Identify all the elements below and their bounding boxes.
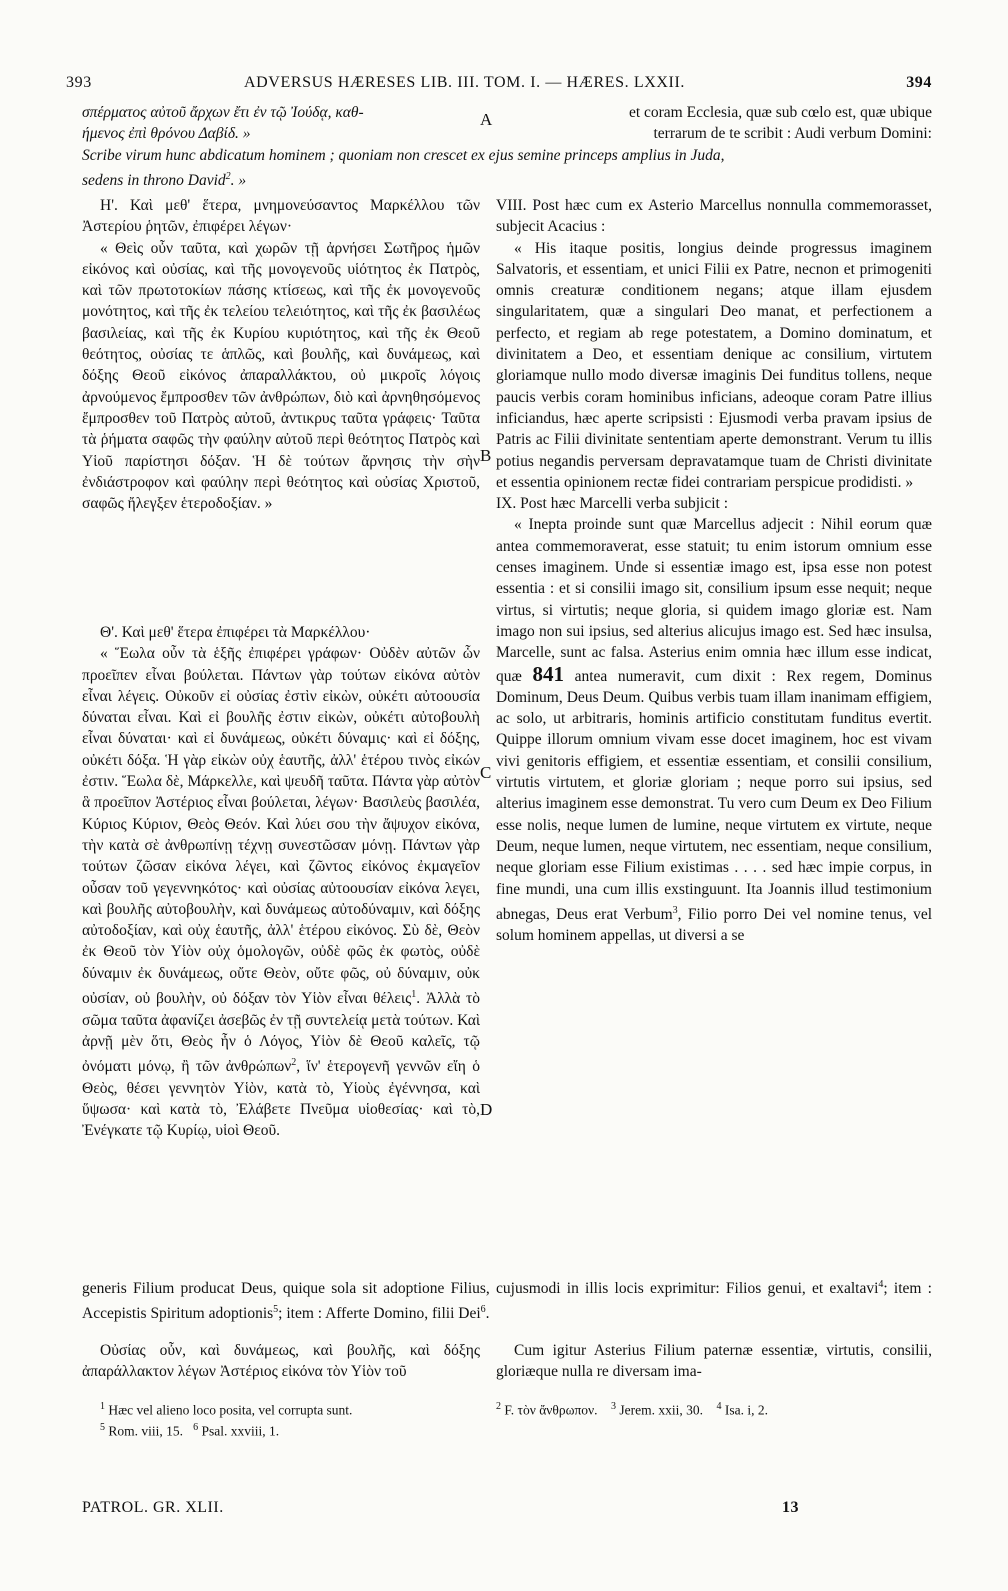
- latin-text: .: [485, 1305, 490, 1323]
- latin-text: ; item : Accepistis Spiritum adoptionis: [82, 1280, 932, 1323]
- footnote-text: Rom. viii, 15.: [108, 1423, 184, 1438]
- greek-text: . Ἀλλὰ τὸ σῶμα ταῦτα ἀφανίζει ἀσεβῶς ἐν τῇ συντελείᾳ μετὰ τούτων. Καὶ ἀρνῇ μὲν ὅτι, Θεὸς ἦν ὁ Λόγος, Υἱὸν δὲ Θεοῦ καλεῖς, τῷ ὀνόματι μόνῳ, ἢ τῶν ἀνθρώπων: [82, 990, 480, 1076]
- greek-tail: [82, 1340, 480, 1383]
- latin-text: antea numeravit, cum dixit : Rex regem, Dominus Dominum, Deus Deum. Quibus verbis tuam illam inanimam effigiem, ac solo, ut arbitraris, hominis artificio constitutam funditus evertit. Quippe illorum omnium vivam esse docet imaginem, hoc est vivam vivi genitoris effigiem, et essentiæ essentiam, et consilii consilium, virtutis virtutem, et gloriæ gloriam ; neque porro sui ipsius, sed alterius imaginem esse demonstrat. Tu vero cum Deum ex Deo Filium esse nolis, neque lumen de lumine, neque virtutem ex virtute, neque Deum, neque lumen, neque virtutem, nec essentiam, neque consilium, neque gloriam esse Filium existimas . . . . sed hæc impie corpus, in fine mundi, una cum illis exstinguunt. Ita Joannis illud testimonium abnegas, Deus erat Verbum: [496, 667, 933, 923]
- latin-tail-paragraph: Cum igitur Asterius Filium paternæ essentiæ, virtutis, consilii, gloriæque nulla re diversam ima-: [496, 1342, 932, 1381]
- greek-column-lower: [82, 622, 480, 1141]
- running-title: ADVERSUS HÆRESES LIB. III. TOM. I. — HÆRES. LXXII.: [244, 74, 685, 91]
- margin-marker-c: C: [480, 763, 492, 782]
- latin-line: terrarum de te scribit : Audi verbum Domini:: [653, 125, 932, 143]
- latin-paragraph-viii: VIII. Post hæc cum ex Asterio Marcellus nonnulla commemorasset, subjecit Acacius :: [496, 197, 932, 236]
- footnote-text: Psal. xxviii, 1.: [201, 1423, 280, 1438]
- greek-paragraph-viii-quote: « Θεὶς οὖν ταῦτα, καὶ χωρῶν τῇ ἀρνήσει Σωτῆρος ἡμῶν εἰκόνος καὶ οὐσίας, καὶ τῆς μονογενοῦς υἱότητος ἐκ Πατρὸς, καὶ τῶν πρωτοτοκίων πάσης κτίσεως, καὶ τῆς ἐκ μονογενοῦς μονότητος, καὶ τῆς ἐκ τελείου τελειότητος, καὶ τῆς ἐκ βασιλέως βασιλείας, καὶ τῆς ἐκ Κυρίου κυριότητος, καὶ τῆς ἐκ Θεοῦ θεότητος, οὐσίας τε ἁπλῶς, καὶ βουλῆς, καὶ δυνάμεως, καὶ δόξης Θεοῦ εἰκόνος ἀπαραλλάκτου, οὐ μικροῖς λόγοις ἀρνούμενος ἔμπροσθεν τῶν ἀνθρώπων, διὸ καὶ ἀρνηθησόμενος ἔμπροσθεν τοῦ Πατρὸς αὐτοῦ, ἀντικρυς ταῦτα γράφεις· Ταῦτα τὰ ῥήματα σαφῶς τὴν φαύλην αὐτοῦ περὶ θεότητος Πατρὸς καὶ Υἱοῦ παρίστησι δόξαν. Ἡ δὲ τούτων ἄρνησις τὴν σὴν ἐνδιάστροφον καὶ φαύλην περὶ θεότητος καὶ οὐσίας Χριστοῦ, σαφῶς ἤλεγξεν ἑτεροδοξίαν. »: [82, 239, 480, 513]
- column-number: 841: [532, 661, 564, 686]
- greek-paragraph-viii: Η'. Καὶ μεθ' ἕτερα, μνημονεύσαντος Μαρκέλλου τῶν Ἀστερίου ῥητῶν, ἐπιφέρει λέγων·: [82, 197, 480, 236]
- latin-text: « Inepta proinde sunt quæ Marcellus adjecit : Nihil eorum quæ antea commemoraverat, esse statuit; tu enim istorum omnium esse censes imaginem. Unde si essentiæ imago est, ipsa esse non potest essentia : et si consilii imago sit, consilium ipsum esse nequit; neque virtus, si virtutis; neque gloria, si quidem imago gloriæ est. Nam imago non sui ipsius, sed alterius alicujus imago est. Sed hæc insulsa, Marcelle, sunt ac falsa. Asterius enim omnia hæc illum esse indicat, quæ: [496, 516, 932, 685]
- greek-paragraph-ix-quote: [82, 643, 480, 1141]
- top-latin-fragment: [496, 102, 932, 145]
- footnote-text: F. τὸν ἄνθρωπον.: [504, 1402, 598, 1418]
- quote-line: Scribe virum hunc abdicatum hominem ; quoniam non crescet ex ejus semine princeps amplius in Juda,: [82, 147, 725, 164]
- footnote-ref: 2: [225, 171, 231, 182]
- footnote-ref: 2: [291, 1057, 297, 1069]
- margin-marker-d: D: [480, 1100, 493, 1119]
- greek-tail-paragraph: Οὐσίας οὖν, καὶ δυνάμεως, καὶ βουλῆς, καὶ δόξης ἀπαράλλακτον λέγων Ἀστέριος εἰκόνα τὸν Υἱὸν τοῦ: [82, 1342, 480, 1381]
- footnote-ref: 3: [672, 904, 678, 916]
- footnotes-right: [496, 1398, 932, 1419]
- quote-line: [82, 166, 932, 191]
- footnote-number: 2: [496, 1401, 501, 1412]
- footnote: [100, 1398, 490, 1419]
- latin-paragraph-viii-quote: « His itaque positis, longius deinde progressus imaginem Salvatoris, et essentiam, et unici Filii ex Patre, necnon et primogeniti omnis creaturæ conditionem negans; atque illam ejusdem singularitatem, quæ a singulari Deo manat, et perfectionem a perfecto, et regiam ab rege potestatem, a Domino dominatum, et divinitatem a Deo, et essentiam denique ac consilium, virtutem gloriamque nullo modo diversæ imaginis Dei funditus tollens, neque paucis verbis coram hominibus inficians, adeoque coram Patre illius inficiandus, hæc aperte scripsisti : Ejusmodi verba pravam ipsius de Patris ac Filii divinitate sententiam aperte demonstrant. Verum tu illis potius negandis perversam depravatamque tuam de Christi divinitate et essentia opinionem rectæ fidei contrariam perspicue prodidisti. »: [496, 239, 932, 491]
- footnote-ref: 6: [480, 1304, 486, 1316]
- greek-text: , ἵν' ἑτερογενῆ γεννῶν εἴη ὁ Θεὸς, θέσει γεννητὸν Υἱὸν, κατὰ τὸ, Υἱοὺς ἐγέννησα, καὶ ὕψωσα· καὶ κατὰ τὸ, Ἐλάβετε Πνεῦμα υἱοθεσίας· καὶ τὸ, Ἐνέγκατε τῷ Κυρίῳ, υἱοὶ Θεοῦ.: [82, 1058, 480, 1140]
- page-number-left: 393: [66, 74, 92, 91]
- page-number-right: 394: [906, 74, 932, 91]
- full-width-quote: [82, 145, 932, 191]
- footnote-text: Jerem. xxii, 30.: [619, 1402, 704, 1418]
- latin-paragraph-ix: IX. Post hæc Marcelli verba subjicit :: [496, 495, 729, 513]
- greek-line: ήμενος ἐπὶ θρόνου Δαβίδ. »: [82, 125, 251, 143]
- footnote-ref: 1: [411, 989, 417, 1001]
- latin-line: et coram Ecclesia, quæ sub cœlo est, quæ ubique: [628, 104, 932, 121]
- latin-tail: [496, 1340, 932, 1383]
- footnote-ref: 4: [878, 1279, 884, 1290]
- series-title: PATROL. GR. XLII.: [82, 1499, 224, 1516]
- footnote-number: 5: [100, 1421, 105, 1433]
- latin-text: ; item : Afferte Domino, filii Dei: [278, 1305, 481, 1323]
- latin-text: , Filio porro Dei vel nomine tenus, vel solum hominem appellas, ut diversi a se: [496, 905, 933, 945]
- latin-text: generis Filium producat Deus, quique sola sit adoptione Filius, cujusmodi in illis locis exprimitur: Filios genui, et exaltavi: [82, 1280, 879, 1298]
- footnote-number: 4: [716, 1401, 722, 1412]
- footnote-number: 3: [611, 1401, 617, 1412]
- running-header: [66, 74, 932, 100]
- footnote-ref: 5: [273, 1304, 279, 1316]
- footnotes-left: [100, 1398, 490, 1439]
- latin-paragraph-ix-quote: [496, 514, 932, 946]
- quote-text: sedens in throno David: [82, 172, 226, 190]
- quote-end: . »: [230, 172, 247, 190]
- margin-marker-b: B: [480, 446, 492, 465]
- greek-column-upper: [82, 195, 480, 514]
- greek-text: « Ἕωλα οὖν τὰ ἑξῆς ἐπιφέρει γράφων· Οὐδὲν αὐτῶν ὧν προεῖπεν εἶναι βούλεται. Πάντων γὰρ τούτων εἰκόνα αὐτὸν εἶναι λέγεις. Οὐκοῦν εἰ οὐσίας ἐστὶν εἰκὼν, οὐκέτι αὐτοουσία δύναται εἶναι. Καὶ εἰ βουλῆς ἐστιν εἰκὼν, οὐκέτι αὐτοβουλὴ εἶναι δύναται· καὶ εἰ δυνάμεως, οὐκέτι δύναμις· καὶ εἰ δόξης, οὐκέτι δόξα. Ἡ γὰρ εἰκὼν οὐχ ἑαυτῆς, ἀλλ' ἑτέρου τινὸς εἰκών ἐστιν. Ἕωλα δὲ, Μάρκελλε, καὶ ψευδῆ ταῦτα. Πάντα γὰρ αὐτὸν ἃ προεῖπον Ἀστέριος εἶναι βούλεται, λέγων· Βασιλεὺς βασιλέα, Κύριος Κύριον, Θεὸς Θεόν. Καὶ λύει σου τὴν ἄψυχον εἰκόνα, τὴν κατὰ σὲ ἀνθρωπίνῃ τέχνῃ συνεστῶσαν μόνῃ. Πάντων γὰρ τούτων ζῶσαν εἰκόνα λέγει, καὶ ζῶντος εἰκόνος ἐκμαγεῖον οὖσαν τοῦ γεγεννηκότος· καὶ οὐσίας αὐτοουσίαν εἰκόνα λεγει, καὶ βουλῆς αὐτοβουλὴν, καὶ δυνάμεως αὐτοδύναμιν, καὶ δόξης αὐτοδοξίαν, καὶ οὐχ ἑαυτῆς, ἀλλ' ἑτέρου εἰκόνος. Σὺ δὲ, Θεὸν ἐκ Θεοῦ τὸν Υἱὸν οὐχ ὁμολογῶν, οὐδὲ φῶς ἐκ φωτὸς, οὐδὲ δύναμιν ἐκ δυνάμεως, οὔτε Θεὸν, οὔτε φῶς, οὐ δύναμιν, οὐκ οὐσίαν, οὐ βουλὴν, οὐ δόξαν τὸν Υἱὸν εἶναι θέλεις: [82, 645, 480, 1008]
- top-greek-fragment: [82, 102, 480, 145]
- greek-paragraph-ix: Θ'. Καὶ μεθ' ἕτερα ἐπιφέρει τὰ Μαρκέλλου·: [100, 624, 371, 641]
- latin-column: [496, 195, 932, 947]
- greek-line: σπέρματος αὐτοῦ ἄρχων ἔτι ἐν τῷ Ἰούδᾳ, καθ-: [82, 104, 364, 121]
- footnote: [100, 1419, 490, 1440]
- footnote-text: Isa. i, 2.: [724, 1402, 769, 1418]
- full-width-continuation: [82, 1274, 932, 1324]
- footnote-text: Hæc vel alieno loco posita, vel corrupta sunt.: [108, 1402, 353, 1418]
- signature-mark: 13: [782, 1499, 799, 1516]
- margin-marker-a: A: [480, 110, 493, 129]
- footnote-number: 6: [193, 1421, 199, 1433]
- footnote-number: 1: [100, 1401, 105, 1412]
